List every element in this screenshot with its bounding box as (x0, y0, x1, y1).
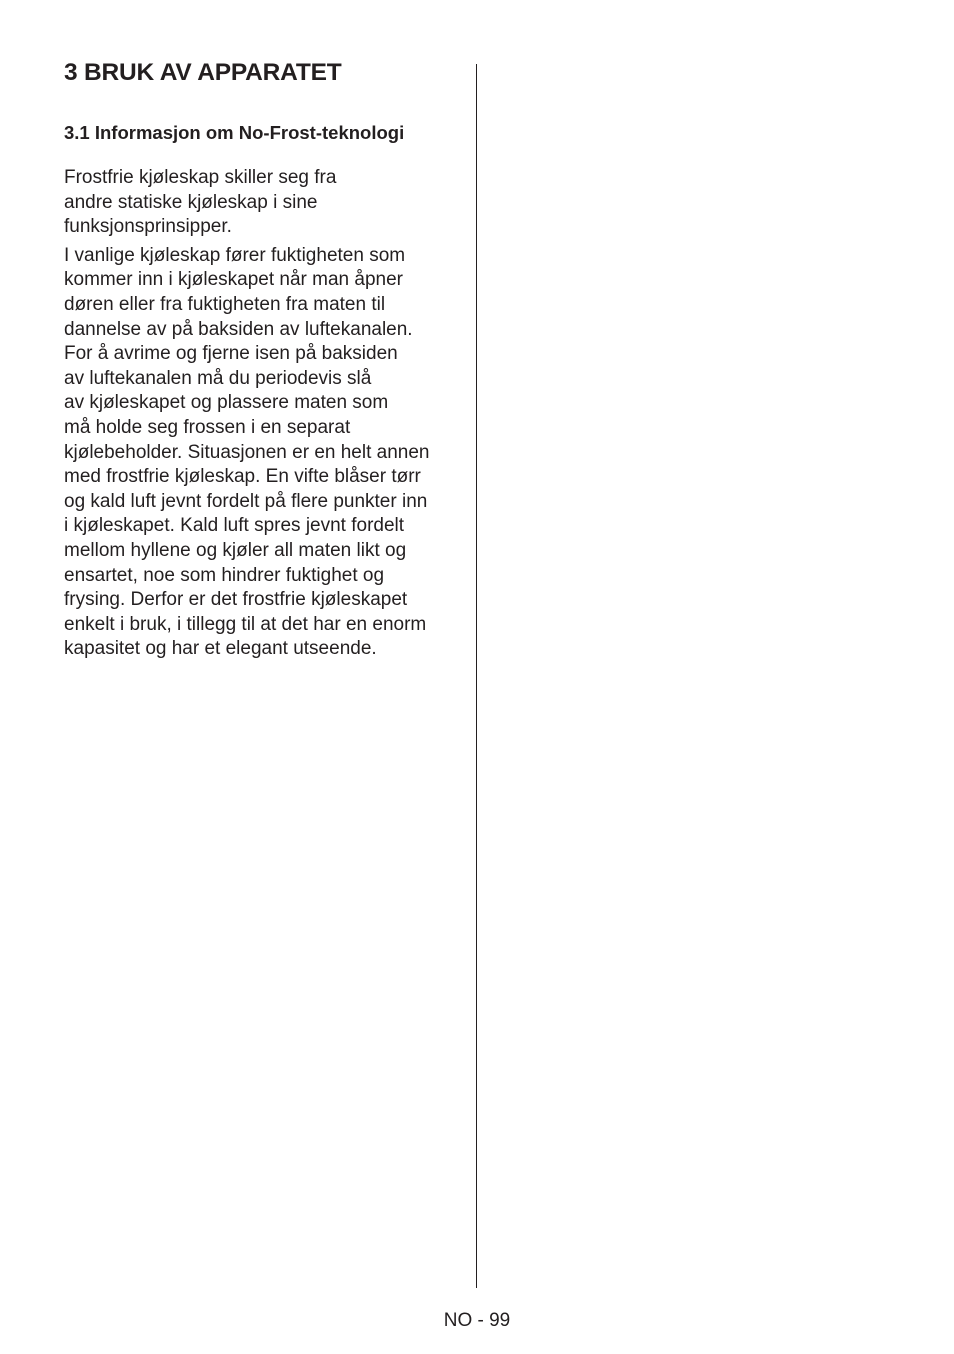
section-title: 3.1 Informasjon om No-Frost-teknologi (64, 122, 405, 143)
chapter-title: 3 BRUK AV APPARATET (64, 59, 342, 86)
column-divider (476, 64, 477, 1288)
paragraph-intro: Frostfrie kjøleskap skiller seg fra andre statiske kjøleskap i sine funksjonsprinsipper. (64, 167, 337, 238)
left-column (64, 56, 464, 662)
paragraph-explanation: I vanlige kjøleskap fører fuktigheten som kommer inn i kjøleskapet når man åpner døren eller fra fuktigheten fra maten til dannelse av på baksiden av luftekanalen. For å avrime og fjerne isen på baksiden av luftekanalen må du periodevis slå av kjøleskapet og plassere maten som må holde seg frossen i en separat kjølebeholder. Situasjonen er en helt annen med frostfrie kjøleskap. En vifte blåser tørr og kald luft jevnt fordelt på flere punkter inn i kjøleskapet. Kald luft spres jevnt fordelt mellom hyllene og kjøler all maten likt og ensartet, noe som hindrer fuktighet og frysing. Derfor er det frostfrie kjøleskapet enkelt i bruk, i tillegg til at det har en enorm kapasitet og har et elegant utseende. (64, 244, 430, 660)
page-number: NO - 99 (443, 1310, 511, 1331)
